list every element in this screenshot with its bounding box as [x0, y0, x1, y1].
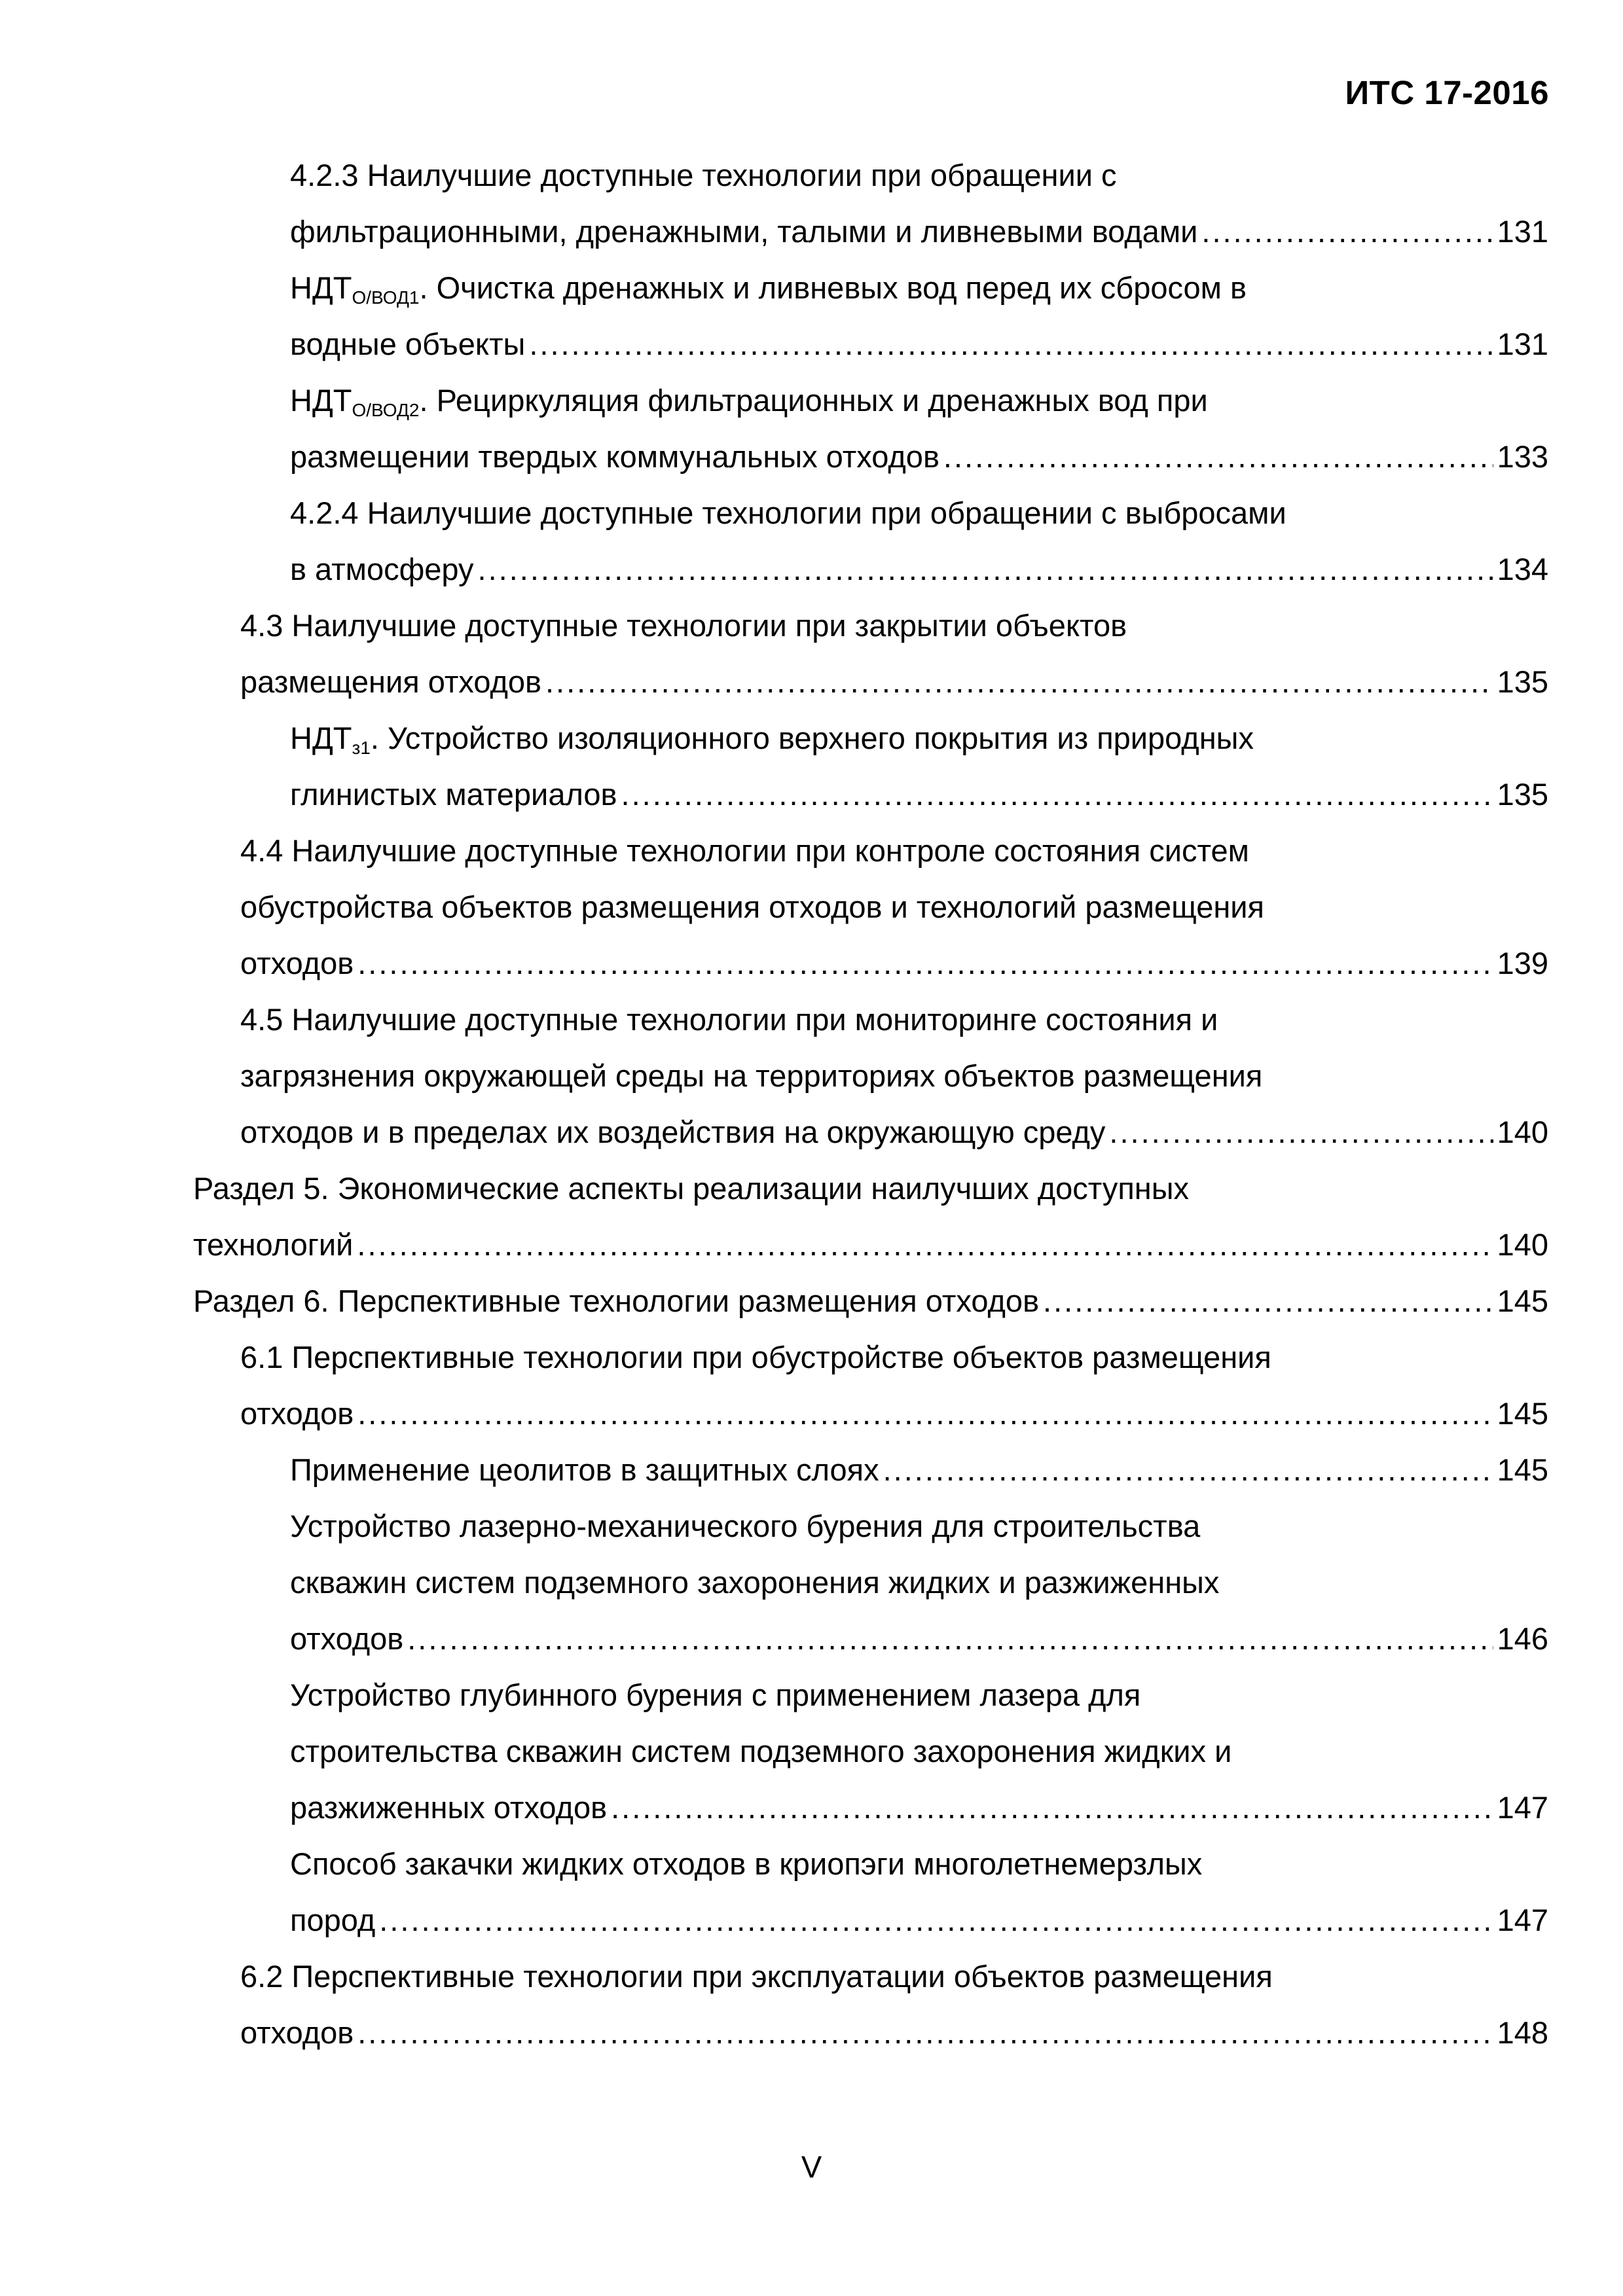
bat-prefix: НДТ	[290, 383, 352, 418]
toc-entry-title-line: Устройство глубинного бурения с применением лазера для	[290, 1677, 1141, 1712]
toc-page-number[interactable]: 135	[1497, 777, 1548, 812]
dot-leader	[357, 935, 1493, 992]
bat-subscript: з1	[352, 738, 371, 758]
toc-entry-title-line	[290, 260, 1548, 316]
toc-page-number[interactable]: 145	[1497, 1452, 1548, 1487]
toc-page-number[interactable]: 133	[1497, 439, 1548, 474]
page-number: V	[801, 2149, 822, 2184]
toc-entry-title-line: Раздел 5. Экономические аспекты реализации наилучших доступных	[193, 1171, 1190, 1206]
toc-entry-text: фильтрационными, дренажными, талыми и ливневыми водами	[290, 214, 1198, 249]
bat-subscript: О/ВОД1	[352, 287, 420, 308]
toc-page-number[interactable]: 135	[1497, 664, 1548, 699]
toc-entry-title-line: 4.5 Наилучшие доступные технологии при мониторинге состояния и	[240, 1002, 1218, 1037]
toc-entry-leader-line	[193, 1273, 1548, 1329]
dot-leader	[1109, 1104, 1493, 1160]
dot-leader	[611, 1780, 1493, 1836]
toc-entry-text: отходов и в пределах их воздействия на окружающую среду	[240, 1115, 1106, 1149]
toc-entry-leader-line	[240, 1386, 1548, 1442]
toc-entry-leader-line	[290, 541, 1548, 598]
toc-entry-text: размещении твердых коммунальных отходов	[290, 439, 939, 474]
toc-entry-leader-line	[290, 1892, 1548, 1948]
toc-entry[interactable]	[193, 598, 1548, 710]
toc-entry[interactable]	[193, 1160, 1548, 1273]
toc-entry[interactable]	[193, 260, 1548, 372]
dot-leader	[621, 766, 1493, 823]
bat-prefix: НДТ	[290, 270, 352, 305]
dot-leader	[1201, 204, 1493, 260]
toc-entry-leader-line	[240, 1104, 1548, 1160]
document-code: ИТС 17-2016	[1345, 74, 1549, 111]
dot-leader	[379, 1892, 1493, 1948]
toc-entry[interactable]	[193, 1498, 1548, 1667]
toc-entry-title-line	[290, 372, 1548, 429]
toc-entry[interactable]	[193, 710, 1548, 823]
toc-entry-title-line: строительства скважин систем подземного захоронения жидких и	[290, 1734, 1232, 1768]
dot-leader	[943, 429, 1493, 485]
toc-entry-title-line: 4.2.3 Наилучшие доступные технологии при обращении с	[290, 158, 1117, 192]
toc-page-number[interactable]: 140	[1497, 1115, 1548, 1149]
toc-entry-leader-line	[193, 1217, 1548, 1273]
bat-subscript: О/ВОД2	[352, 400, 420, 420]
dot-leader	[529, 316, 1493, 372]
bat-prefix: НДТ	[290, 721, 352, 755]
toc-entry-text: технологий	[193, 1227, 354, 1262]
toc-page-number[interactable]: 131	[1497, 214, 1548, 249]
toc-entry-title-line	[290, 710, 1548, 766]
toc-entry-leader-line	[290, 1611, 1548, 1667]
toc-page-number[interactable]: 139	[1497, 946, 1548, 980]
toc-entry-text: . Устройство изоляционного верхнего покрытия из природных	[370, 721, 1254, 755]
dot-leader	[478, 541, 1493, 598]
toc-entry-title-line: 4.3 Наилучшие доступные технологии при закрытии объектов	[240, 608, 1127, 643]
toc-entry-leader-line	[290, 1780, 1548, 1836]
toc-entry-text: пород	[290, 1903, 376, 1937]
dot-leader	[545, 654, 1493, 710]
toc-entry-text: в атмосферу	[290, 552, 474, 586]
toc-entry-text: Применение цеолитов в защитных слоях	[290, 1452, 879, 1487]
dot-leader	[357, 1386, 1493, 1442]
toc-entry-text: глинистых материалов	[290, 777, 617, 812]
toc-entry-leader-line	[240, 935, 1548, 992]
toc-entry[interactable]	[193, 1442, 1548, 1498]
toc-entry-leader-line	[290, 429, 1548, 485]
toc-entry-title-line: Устройство лазерно-механического бурения для строительства	[290, 1509, 1201, 1543]
toc-entry-title-line: Способ закачки жидких отходов в криопэги многолетнемерзлых	[290, 1846, 1203, 1881]
toc-entry-title-line: 4.2.4 Наилучшие доступные технологии при обращении с выбросами	[290, 495, 1286, 530]
dot-leader	[1043, 1273, 1493, 1329]
toc-entry-text: отходов	[240, 2015, 354, 2050]
toc-entry[interactable]	[193, 147, 1548, 260]
toc-entry-leader-line	[290, 1442, 1548, 1498]
dot-leader	[407, 1611, 1493, 1667]
toc-entry-leader-line	[290, 204, 1548, 260]
toc-page-number[interactable]: 145	[1497, 1396, 1548, 1431]
toc-entry-title-line: 4.4 Наилучшие доступные технологии при контроле состояния систем	[240, 833, 1249, 868]
toc-page-number[interactable]: 148	[1497, 2015, 1548, 2050]
toc-entry-leader-line	[290, 316, 1548, 372]
toc-page-number[interactable]: 147	[1497, 1903, 1548, 1937]
toc-entry-title-line: загрязнения окружающей среды на территориях объектов размещения	[240, 1058, 1263, 1093]
toc-page-number[interactable]: 146	[1497, 1621, 1548, 1656]
toc-entry[interactable]	[193, 485, 1548, 598]
dot-leader	[357, 2005, 1493, 2061]
toc-entry-text: Раздел 6. Перспективные технологии размещения отходов	[193, 1283, 1040, 1318]
toc-entry-text: отходов	[290, 1621, 404, 1656]
toc-entry[interactable]	[193, 1329, 1548, 1442]
toc-entry-title-line: обустройства объектов размещения отходов и технологий размещения	[240, 889, 1265, 924]
toc-page-number[interactable]: 134	[1497, 552, 1548, 586]
toc-entry-text: . Рециркуляция фильтрационных и дренажных вод при	[419, 383, 1208, 418]
toc-entry-title-line: 6.2 Перспективные технологии при эксплуатации объектов размещения	[240, 1959, 1273, 1994]
toc-entry[interactable]	[193, 992, 1548, 1160]
toc-entry-title-line: 6.1 Перспективные технологии при обустройстве объектов размещения	[240, 1340, 1271, 1374]
table-of-contents	[193, 147, 1548, 2061]
toc-page-number[interactable]: 145	[1497, 1283, 1548, 1318]
toc-page-number[interactable]: 140	[1497, 1227, 1548, 1262]
toc-entry[interactable]	[193, 1667, 1548, 1836]
dot-leader	[883, 1442, 1493, 1498]
toc-entry-title-line: скважин систем подземного захоронения жидких и разжиженных	[290, 1565, 1220, 1600]
toc-entry[interactable]	[193, 1948, 1548, 2061]
toc-page-number[interactable]: 131	[1497, 327, 1548, 361]
toc-entry-text: водные объекты	[290, 327, 526, 361]
toc-entry[interactable]	[193, 1273, 1548, 1329]
toc-entry-leader-line	[240, 654, 1548, 710]
toc-entry-text: отходов	[240, 946, 354, 980]
toc-page-number[interactable]: 147	[1497, 1790, 1548, 1825]
toc-entry[interactable]	[193, 1836, 1548, 1948]
toc-entry-text: отходов	[240, 1396, 354, 1431]
toc-entry-text: . Очистка дренажных и ливневых вод перед их сбросом в	[419, 270, 1247, 305]
toc-entry-text: разжиженных отходов	[290, 1790, 608, 1825]
dot-leader	[357, 1217, 1493, 1273]
toc-entry[interactable]	[193, 823, 1548, 992]
toc-entry[interactable]	[193, 372, 1548, 485]
toc-entry-leader-line	[290, 766, 1548, 823]
toc-entry-text: размещения отходов	[240, 664, 541, 699]
toc-entry-leader-line	[240, 2005, 1548, 2061]
